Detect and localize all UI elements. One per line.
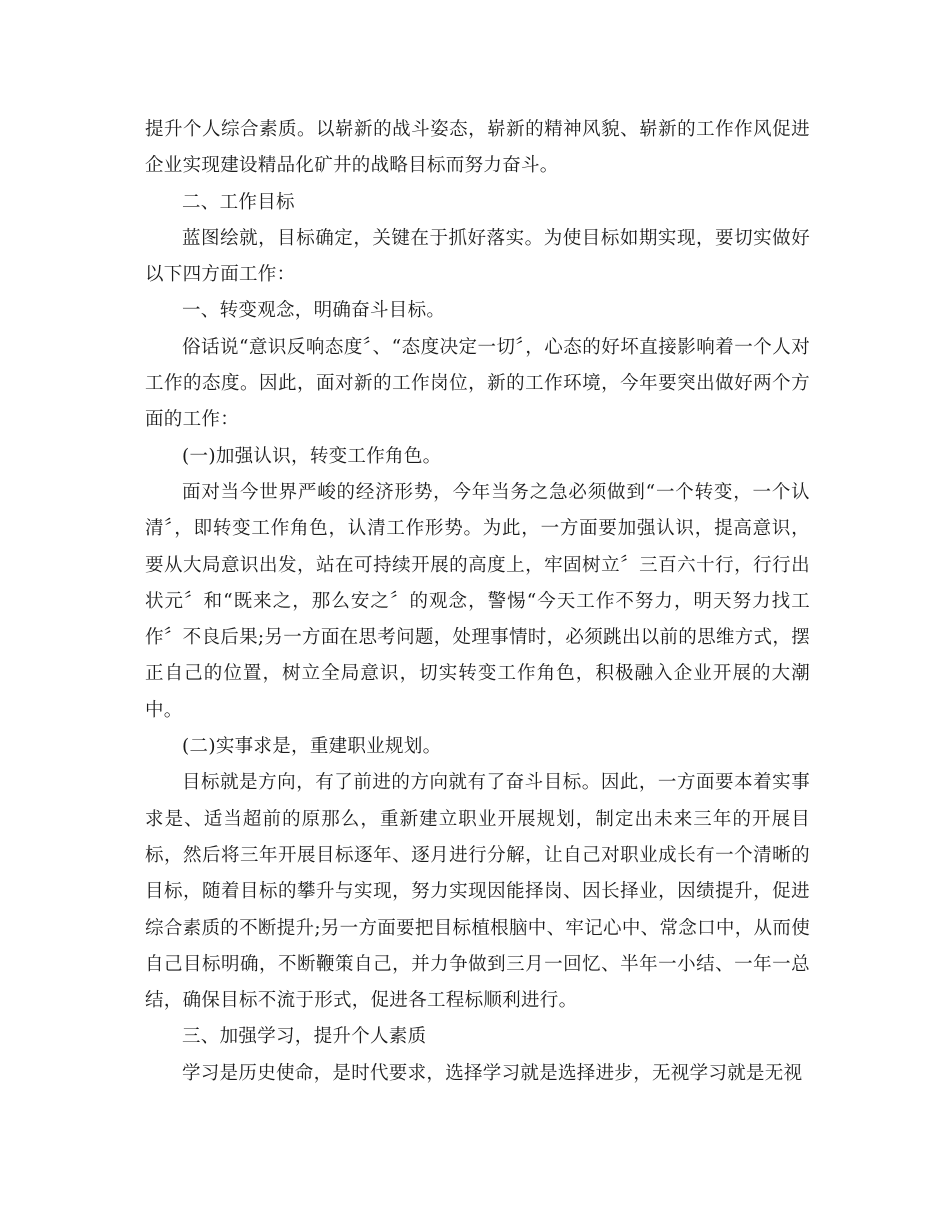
document-body (145, 112, 810, 1092)
paragraph: 学习是历史使命，是时代要求，选择学习就是选择进步，无视学习就是无视 (182, 1062, 803, 1084)
section-heading: 二、工作目标 (182, 191, 295, 213)
paragraph: 提升个人综合素质。以崭新的战斗姿态，崭新的精神风貌、崭新的工作作风促进企业实现建设精品化矿井的战略目标而努力奋斗。 (145, 119, 810, 177)
paragraph: 面对当今世界严峻的经济形势，今年当务之急必须做到“一个转变，一个认清〞，即转变工作角色，认清工作形势。为此，一方面要加强认识，提高意识，要从大局意识出发，站在可持续开展的高度上，牢固树立〞三百六十行，行行出状元〞和“既来之，那么安之〞的观念，警惕“今天工作不努力，明天努力找工作〞不良后果;另一方面在思考问题，处理事情时，必须跳出以前的思维方式，摆正自己的位置，树立全局意识，切实转变工作角色，积极融入企业开展的大潮中。 (145, 481, 810, 721)
section-heading: 一、转变观念，明确奋斗目标。 (182, 300, 446, 322)
subsection-heading: (二)实事求是，重建职业规划。 (182, 736, 442, 758)
section-heading: 三、加强学习，提升个人素质 (182, 1026, 427, 1048)
paragraph: 蓝图绘就，目标确定，关键在于抓好落实。为使目标如期实现，要切实做好以下四方面工作： (145, 227, 810, 286)
subsection-heading: (一)加强认识，转变工作角色。 (182, 445, 442, 467)
paragraph: 目标就是方向，有了前进的方向就有了奋斗目标。因此，一方面要本着实事求是、适当超前的原那么，重新建立职业开展规划，制定出未来三年的开展目标，然后将三年开展目标逐年、逐月进行分解，让自己对职业成长有一个清晰的目标，随着目标的攀升与实现，努力实现因能择岗、因长择业，因绩提升，促进综合素质的不断提升;另一方面要把目标植根脑中、牢记心中、常念口中，从而使自己目标明确，不断鞭策自己，并力争做到三月一回忆、半年一小结、一年一总结，确保目标不流于形式，促进各工程标顺利进行。 (145, 772, 810, 1012)
paragraph: 俗话说“意识反响态度〞、“态度决定一切〞，心态的好坏直接影响着一个人对工作的态度。因此，面对新的工作岗位，新的工作环境，今年要突出做好两个方面的工作： (145, 336, 810, 431)
